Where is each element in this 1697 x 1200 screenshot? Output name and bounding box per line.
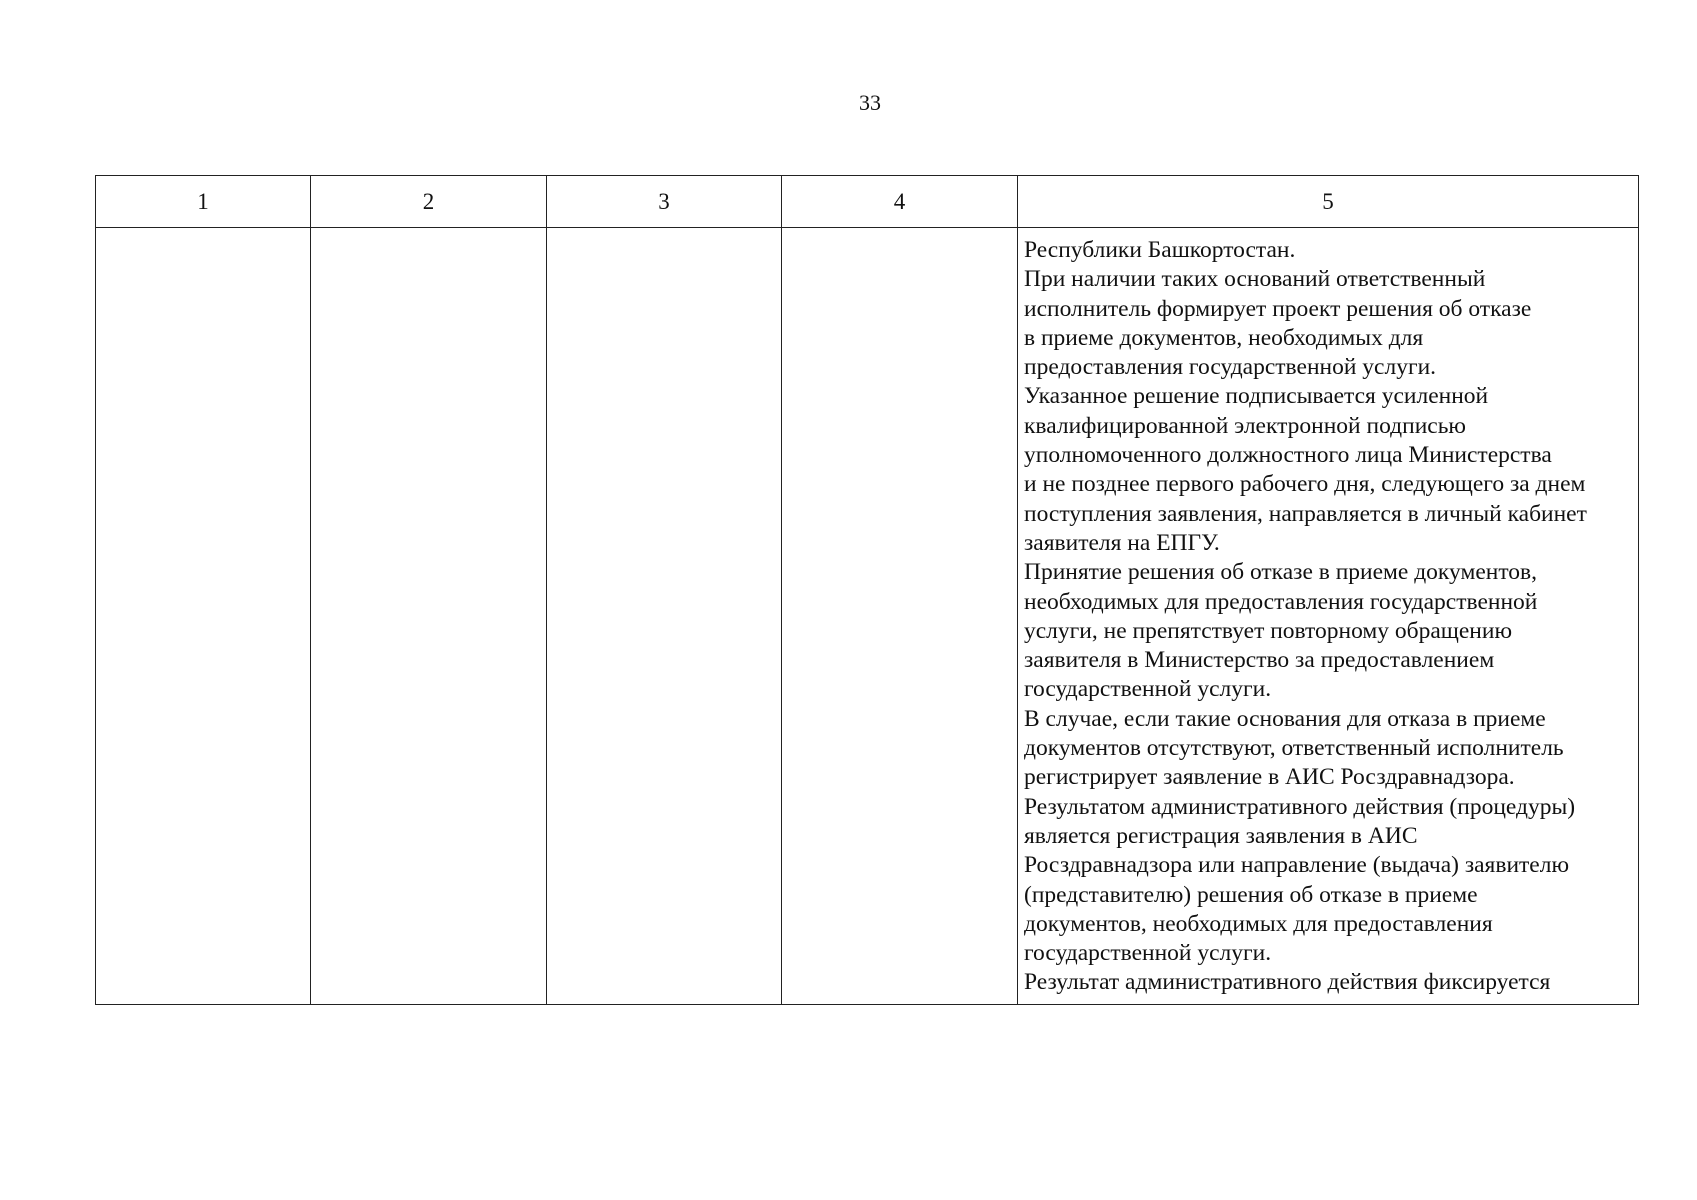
paragraph: Республики Башкортостан. <box>1024 237 1296 263</box>
cell-text-block <box>1018 228 1638 1002</box>
table-row <box>96 228 1639 1005</box>
column-header-2: 2 <box>311 176 547 228</box>
table-cell-3 <box>547 228 782 1005</box>
paragraph: Принятие решения об отказе в приеме документов, необходимых для предоставления государственной услуги, не препятствует повторному обращению заявителя в Министерство за предоставлением государственной услуги. <box>1024 559 1538 703</box>
table-cell-1 <box>96 228 311 1005</box>
paragraph: В случае, если такие основания для отказа в приеме документов отсутствуют, ответственный исполнитель регистрирует заявление в АИС Росздравнадзора. <box>1024 705 1564 791</box>
paragraph: Результатом административного действия (процедуры) является регистрация заявления в АИС Росздравнадзора или направление (выдача) заявителю (представителю) решения об отказе в приеме документов, необходимых для предоставления государственной услуги. <box>1024 793 1576 967</box>
paragraph: При наличии таких оснований ответственный исполнитель формирует проект решения об отказе в приеме документов, необходимых для предоставления государственной услуги. <box>1024 266 1532 381</box>
column-header-1: 1 <box>96 176 311 228</box>
table-cell-4 <box>782 228 1018 1005</box>
column-header-3: 3 <box>547 176 782 228</box>
paragraph: Указанное решение подписывается усиленной квалифицированной электронной подписью уполномоченного должностного лица Министерства и не позднее первого рабочего дня, следующего за днем поступления заявления, направляется в личный кабинет заявителя на ЕПГУ. <box>1024 383 1587 556</box>
paragraph: Результат административного действия фиксируется <box>1024 969 1551 996</box>
page-number: 33 <box>859 90 881 115</box>
procedure-table <box>95 175 1639 1005</box>
column-header-5: 5 <box>1018 176 1639 228</box>
table-header-row <box>96 176 1639 228</box>
table-cell-2 <box>311 228 547 1005</box>
table-cell-5 <box>1018 228 1639 1005</box>
column-header-4: 4 <box>782 176 1018 228</box>
